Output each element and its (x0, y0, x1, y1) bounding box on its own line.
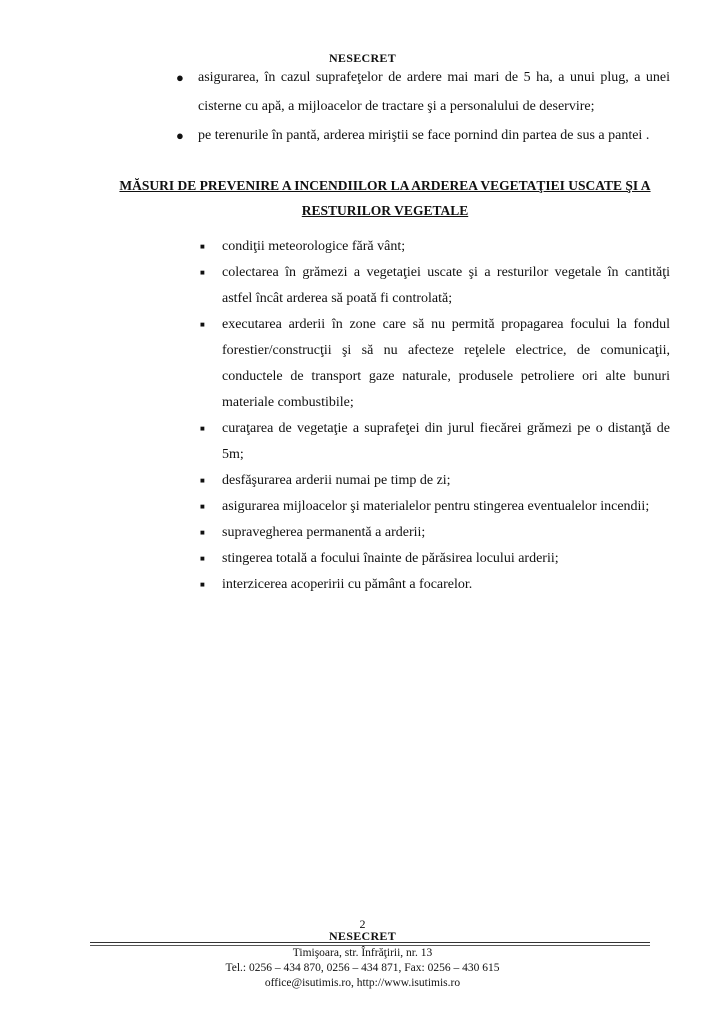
bullet-square-icon: ■ (200, 528, 205, 537)
list-item-text: asigurarea mijloacelor şi materialelor pentru stingerea eventualelor incendii; (222, 499, 650, 514)
list-item-text: condiţii meteorologice fără vânt; (222, 239, 406, 254)
footer-address: Timişoara, str. Înfrăţirii, nr. 13 (292, 947, 433, 959)
page-number: 2 (359, 917, 366, 931)
bullet-square-icon: ■ (200, 320, 205, 329)
footer-divider-thin (90, 945, 650, 946)
bullet-square-icon: ■ (200, 424, 205, 433)
header-classification: NESECRET (328, 51, 397, 65)
list-item (198, 416, 670, 468)
list-item (170, 121, 670, 150)
list-item-text: stingerea totală a focului înainte de părăsirea locului arderii; (222, 551, 559, 566)
bullet-dot-icon: ● (176, 70, 184, 85)
list-item (198, 260, 670, 312)
section-title-line1: MĂSURI DE PREVENIRE A INCENDIILOR LA ARDEREA VEGETAŢIEI USCATE ŞI A (119, 178, 651, 193)
list-item-text: executarea arderii în zone care să nu permită propagarea focului la fondul forestier/construcţii şi să nu afecteze reţelele electrice, de comunicaţii, conductele de transport gaze naturale, produsele petroliere ori alte bunuri materiale combustibile; (222, 317, 670, 410)
list-item-text: asigurarea, în cazul suprafeţelor de ardere mai mari de 5 ha, a unui plug, a unei cisterne cu apă, a mijloacelor de tractare şi a personalului de deservire; (198, 70, 670, 114)
bullet-dot-icon: ● (176, 128, 184, 143)
list-item-text: interzicerea acoperirii cu pământ a focarelor. (222, 577, 473, 592)
bullet-square-icon: ■ (200, 242, 205, 251)
list-item-text: supravegherea permanentă a arderii; (222, 525, 426, 540)
footer-phones: Tel.: 0256 – 434 870, 0256 – 434 871, Fax: 0256 – 430 615 (225, 962, 500, 974)
list-item (198, 520, 670, 546)
footer-contacts: office@isutimis.ro, http://www.isutimis.ro (264, 977, 461, 989)
section-title (110, 173, 660, 223)
footer-classification: NESECRET (328, 929, 397, 943)
footer-divider (90, 942, 650, 943)
intro-bullet-list (170, 63, 670, 150)
list-item-text: desfăşurarea arderii numai pe timp de zi; (222, 473, 451, 488)
list-item-text: colectarea în grămezi a vegetaţiei uscate şi a resturilor vegetale în cantităţi astfel încât arderea să poată fi controlată; (222, 265, 670, 306)
list-item (198, 494, 670, 520)
section-title-line2: RESTURILOR VEGETALE (301, 203, 469, 218)
bullet-square-icon: ■ (200, 502, 205, 511)
bullet-square-icon: ■ (200, 580, 205, 589)
list-item (198, 572, 670, 598)
list-item (198, 234, 670, 260)
list-item (198, 468, 670, 494)
list-item-text: pe terenurile în pantă, arderea miriştii se face pornind din partea de sus a pantei . (198, 128, 650, 143)
list-item (170, 63, 670, 121)
bullet-square-icon: ■ (200, 554, 205, 563)
measures-list (198, 234, 670, 598)
bullet-square-icon: ■ (200, 268, 205, 277)
list-item-text: curaţarea de vegetaţie a suprafeţei din jurul fiecărei grămezi pe o distanţă de 5m; (222, 421, 670, 462)
list-item (198, 546, 670, 572)
bullet-square-icon: ■ (200, 476, 205, 485)
list-item (198, 312, 670, 416)
